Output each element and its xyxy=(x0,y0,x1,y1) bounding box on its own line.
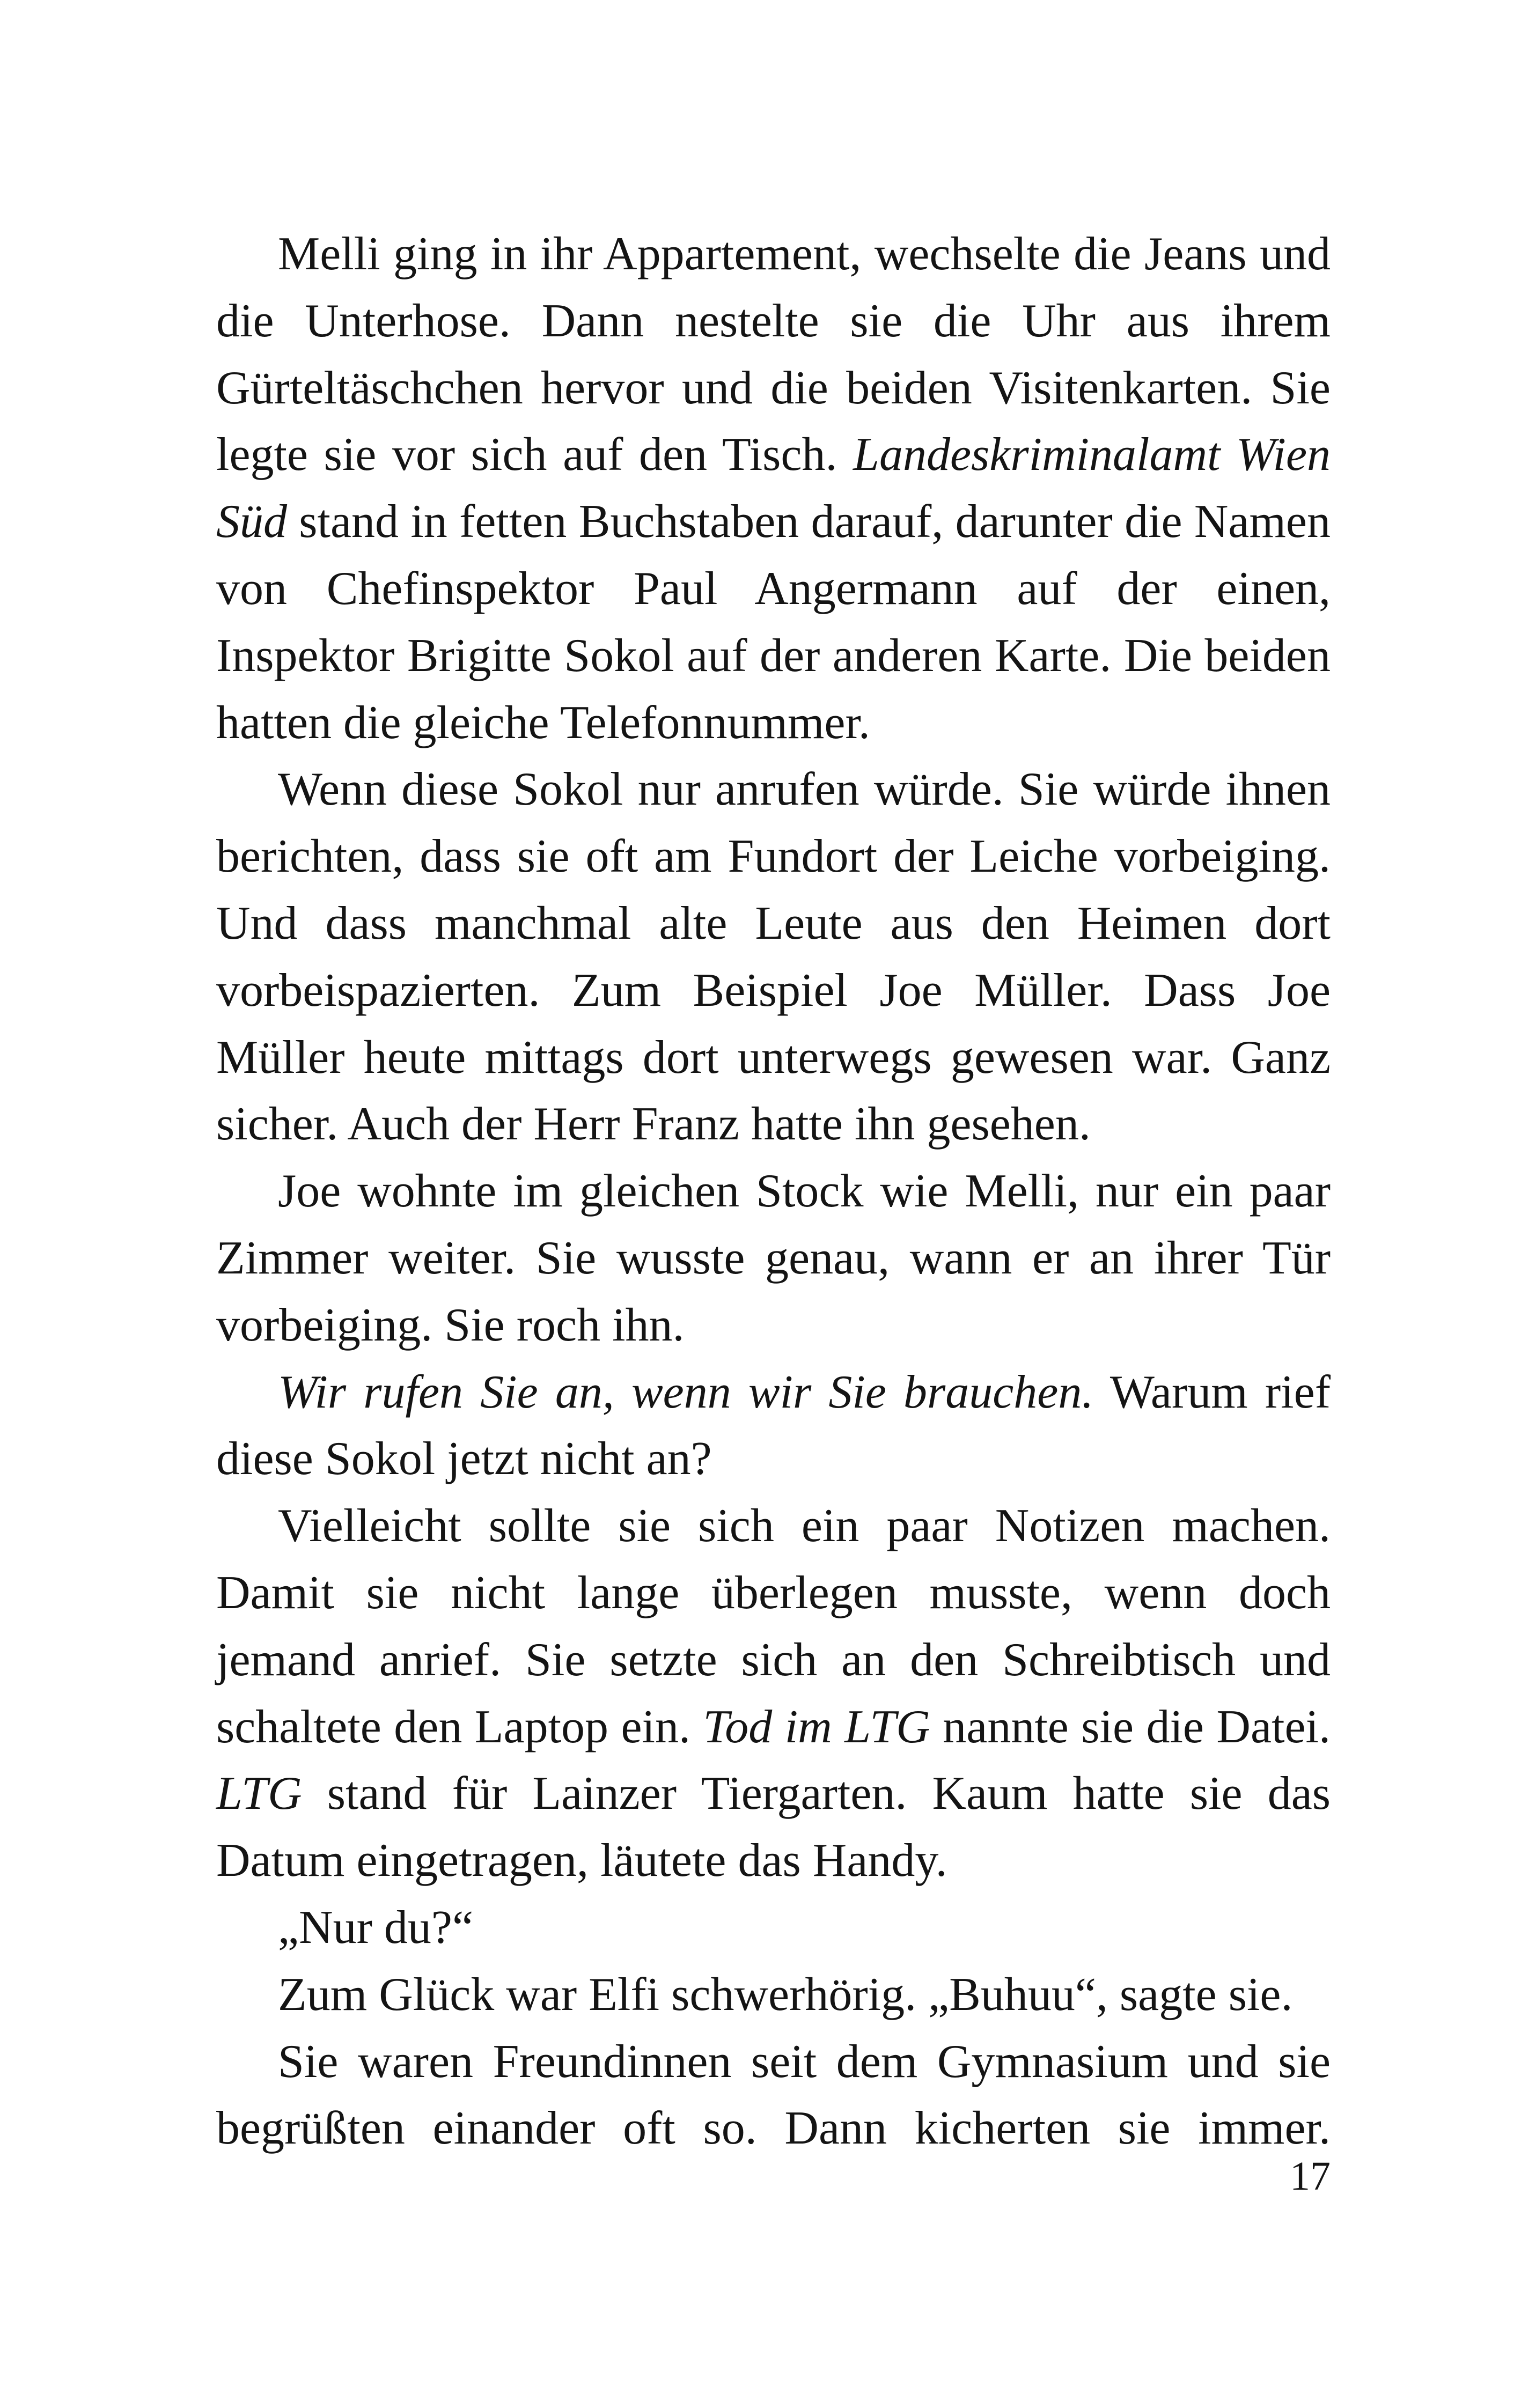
paragraph-4-segment-2: Warum rief diese Sokol jetzt nicht an? xyxy=(216,1366,1331,1485)
page-number: 17 xyxy=(1290,2154,1331,2199)
paragraph-4-italic-quote: Wir rufen Sie an, wenn wir Sie brauchen. xyxy=(278,1366,1094,1418)
paragraph-3 xyxy=(216,1158,1331,1359)
paragraph-7 xyxy=(216,1962,1331,2029)
paragraph-5-italic-filename: Tod im LTG xyxy=(703,1700,930,1753)
paragraph-7-segment-1: Zum Glück war Elfi schwerhörig. „Buhuu“, sagte sie. xyxy=(278,1968,1293,2021)
paragraph-3-segment-1: Joe wohnte im gleichen Stock wie Melli, nur ein paar Zimmer weiter. Sie wusste genau, wann er an ihrer Tür vorbeiging. Sie roch ihn. xyxy=(216,1165,1331,1351)
paragraph-5-segment-1: Vielleicht sollte sie sich ein paar Notizen machen. Damit sie nicht lange überlegen musste, wenn doch jemand anrief. Sie setzte sich an den Schreibtisch und schaltete den Laptop ein. xyxy=(216,1500,1331,1753)
paragraph-5-segment-5: stand für Lainzer Tiergarten. Kaum hatte sie das Datum eingetragen, läutete das Handy. xyxy=(216,1768,1331,1887)
paragraph-5 xyxy=(216,1493,1331,1895)
paragraph-5-segment-3: nannte sie die Datei. xyxy=(930,1700,1331,1753)
paragraph-6-segment-1: „Nur du?“ xyxy=(278,1901,474,1954)
paragraph-1-segment-3: stand in fetten Buchstaben darauf, darunter die Namen von Chefinspektor Paul Angermann auf der einen, Inspektor Brigitte Sokol auf der anderen Karte. Die beiden hatten die gleiche Telefonnummer. xyxy=(216,496,1331,749)
body-text xyxy=(216,221,1331,2162)
paragraph-1-italic-agency-name: Landeskriminalamt Wien Süd xyxy=(216,429,1331,548)
paragraph-4 xyxy=(216,1359,1331,1493)
paragraph-2-segment-1: Wenn diese Sokol nur anrufen würde. Sie würde ihnen berichten, dass sie oft am Fundort der Leiche vorbeiging. Und dass manchmal alte Leute aus den Heimen dort vorbeispazierten. Zum Beispiel Joe Müller. Dass Joe Müller heute mittags dort unterwegs gewesen war. Ganz sicher. Auch der Herr Franz hatte ihn gesehen. xyxy=(216,763,1331,1151)
paragraph-8-segment-1: Sie waren Freundinnen seit dem Gymnasium und sie begrüßten einander oft so. Dann kicherten sie immer. xyxy=(216,2035,1331,2155)
paragraph-2 xyxy=(216,756,1331,1158)
paragraph-6 xyxy=(216,1895,1331,1962)
paragraph-1-segment-1: Melli ging in ihr Appartement, wechselte die Jeans und die Unterhose. Dann nestelte sie die Uhr aus ihrem Gürteltäschchen hervor und die beiden Visitenkarten. Sie legte sie vor sich auf den Tisch. xyxy=(216,228,1331,481)
paragraph-1 xyxy=(216,221,1331,756)
paragraph-5-italic-abbreviation: LTG xyxy=(216,1768,302,1820)
paragraph-8 xyxy=(216,2029,1331,2163)
